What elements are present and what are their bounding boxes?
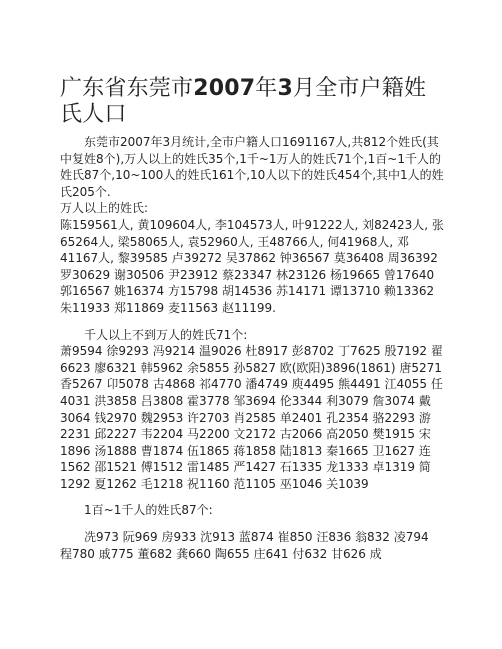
- 1k-10k-list: 萧9594 徐9293 冯9214 温9026 杜8917 彭8702 丁7625 殷7192 翟6623 廖6321 韩5962 余5855 孙5827 欧(欧阳)3896(1861) 唐5271 香5267 卬5078 古4868 祁4770 潘4749 庾4495 熊4491 江4055 任4031 洪3858 吕3808 霍3778 邹3694 伦3344 利3079 詹3074 戴3064 钱2970 魏2953 许2703 肖2585 单2401 孔2354 骆2293 游2231 邱2227 韦2204 马2200 文2172 古2066 高2050 樊1915 宋1896 汤1888 曹1874 伍1865 蒋1858 陆1813 秦1665 卫1627 连1562 邵1521 傅1512 雷1485 严1427 石1335 龙1333 卓1319 简1292 夏1262 毛1218 祝1160 范1105 巫1046 关1039: [60, 344, 443, 491]
- intro-paragraph: 东莞市2007年3月统计,全市户籍人口1691167人,共812个姓氏(其中复姓8个),万人以上的姓氏35个,1千~1万人的姓氏71个,1百~1千人的姓氏87个,10~100人的姓氏161个,10人以下的姓氏454个,其中1人的姓氏205个.: [60, 135, 444, 199]
- document-body: [60, 134, 444, 562]
- 100-1k-list: 冼973 阮969 房933 沈913 蓝874 崔850 汪836 翁832 凌794 程780 戚775 董682 龚660 陶655 庄641 付632 甘626 成: [60, 530, 429, 561]
- document-title: [60, 76, 444, 128]
- title-part: 月全市户籍姓氏人口: [60, 76, 427, 127]
- over-10k-list: 陈159561人, 黄109604人, 李104573人, 叶91222人, 刘82423人, 张65264人, 梁58065人, 袁52960人, 王48766人, 何41968人, 邓41167人, 黎39585 卢39272 吴37862 钟36567 莫36408 周36392 罗30629 谢30506 尹23912 蔡23347 林23126 杨19665 曾17640 郭16567 姚16374 方15798 胡14536 苏14171 谭13710 赖13362 朱11933 郑11869 麦11563 赵11199.: [60, 217, 444, 315]
- title-part: 年: [255, 76, 278, 101]
- 100-1k-heading: 1百~1千人的姓氏87个:: [84, 503, 213, 518]
- over-10k-heading: 万人以上的姓氏:: [60, 201, 149, 216]
- title-part-year: 2007: [193, 76, 256, 101]
- title-part: 广东省东莞市: [60, 76, 194, 101]
- title-part-month: 3: [277, 76, 293, 101]
- 1k-10k-heading: 千人以上不到万人的姓氏71个:: [84, 327, 248, 342]
